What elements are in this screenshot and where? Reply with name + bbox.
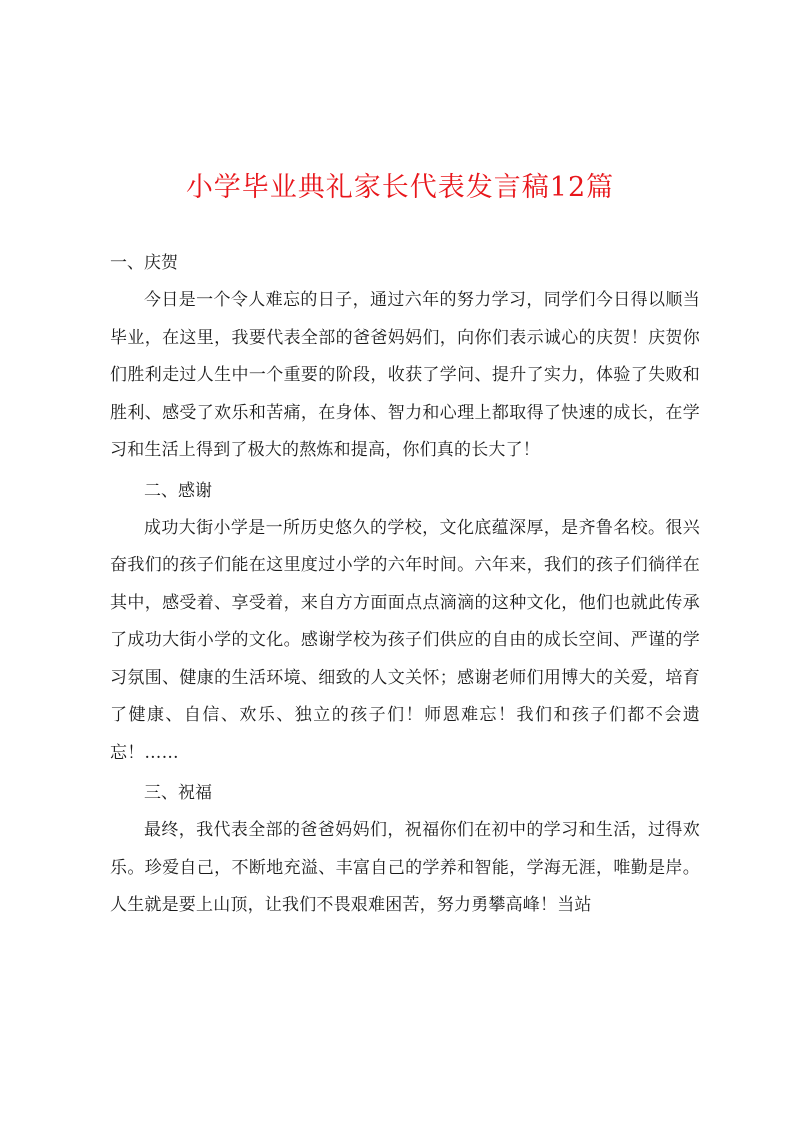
section-paragraph-congratulations: 今日是一个令人难忘的日子，通过六年的努力学习，同学们今日得以顺当毕业，在这里，我要代表全部的爸爸妈妈们，向你们表示诚心的庆贺！庆贺你们胜利走过人生中一个重要的阶段，收获了学问、提升了实力，体验了失败和胜利、感受了欢乐和苦痛，在身体、智力和心理上都取得了快速的成长，在学习和生活上得到了极大的熬炼和提高，你们真的长大了！ <box>110 290 700 460</box>
section-paragraph-thanks: 成功大街小学是一所历史悠久的学校，文化底蕴深厚，是齐鲁名校。很兴奋我们的孩子们能在这里度过小学的六年时间。六年来，我们的孩子们徜徉在其中，感受着、享受着，来自方方面面点点滴滴的这种文化，他们也就此传承了成功大街小学的文化。感谢学校为孩子们供应的自由的成长空间、严谨的学习氛围、健康的生活环境、细致的人文关怀；感谢老师们用博大的关爱，培育了健康、自信、欢乐、独立的孩子们！师恩难忘！我们和孩子们都不会遗忘！…… <box>110 517 700 763</box>
section-heading-congratulations: 一、庆贺 <box>110 253 178 273</box>
document-body <box>110 244 700 927</box>
section-heading-blessings: 三、祝福 <box>144 783 212 803</box>
document-title: 小学毕业典礼家长代表发言稿12篇 <box>185 172 615 203</box>
section-paragraph-blessings: 最终，我代表全部的爸爸妈妈们，祝福你们在初中的学习和生活，过得欢乐。珍爱自己，不断地充溢、丰富自己的学养和智能，学海无涯，唯勤是岸。人生就是要上山顶，让我们不畏艰难困苦，努力勇攀高峰！当站 <box>110 820 700 915</box>
section-heading-thanks: 二、感谢 <box>144 480 212 501</box>
